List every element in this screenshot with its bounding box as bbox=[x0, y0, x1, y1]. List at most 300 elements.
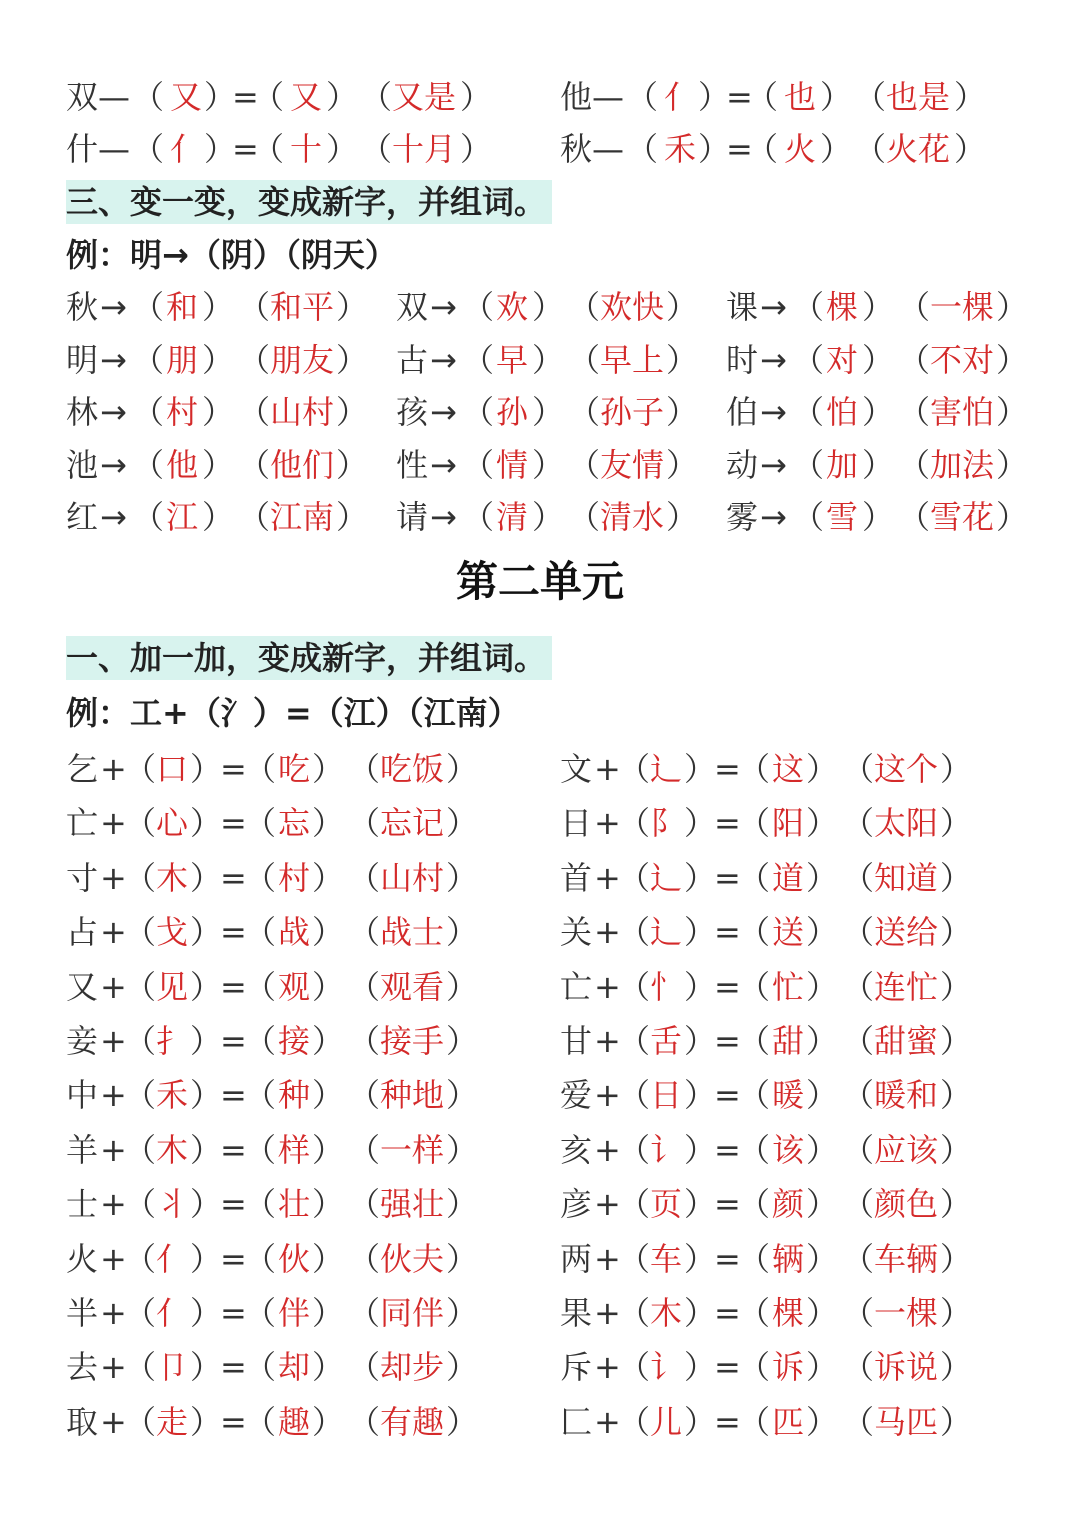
paren-close: ） bbox=[336, 288, 369, 326]
base-char: 秋 bbox=[560, 130, 593, 168]
base-char: 课 bbox=[726, 288, 759, 326]
paren-close: ） bbox=[940, 1185, 973, 1224]
paren-open: （ bbox=[124, 858, 157, 897]
paren-open: （ bbox=[348, 1130, 381, 1169]
answer-word: 马匹 bbox=[874, 1402, 939, 1441]
paren-open: （ bbox=[842, 1076, 875, 1115]
paren-open: （ bbox=[738, 804, 771, 843]
paren-open: （ bbox=[348, 1239, 381, 1278]
paren-close: ） bbox=[862, 288, 895, 326]
base-char: 彦 bbox=[560, 1185, 593, 1224]
answer-char: 伙 bbox=[278, 1239, 311, 1278]
paren-open: （ bbox=[348, 967, 381, 1006]
answer-radical: 木 bbox=[156, 858, 189, 897]
plus-sign: + bbox=[100, 1402, 127, 1441]
plus-sign: + bbox=[100, 1239, 127, 1278]
paren-open: （ bbox=[568, 393, 601, 431]
paren-open: （ bbox=[244, 1402, 277, 1441]
equals-sign: = bbox=[714, 1294, 741, 1332]
plus-sign: + bbox=[594, 967, 621, 1006]
base-char: 占 bbox=[66, 913, 99, 952]
paren-close: ） bbox=[312, 804, 345, 843]
answer-radical: 木 bbox=[156, 1130, 189, 1169]
paren-close: ） bbox=[684, 1402, 717, 1441]
equals-sign: = bbox=[714, 858, 741, 897]
answer-char: 忙 bbox=[772, 967, 805, 1006]
paren-open: （ bbox=[132, 446, 165, 484]
section1-row bbox=[0, 1123, 1080, 1177]
paren-close: ） bbox=[996, 393, 1029, 431]
answer-word: 一棵 bbox=[874, 1294, 939, 1332]
top-row bbox=[0, 122, 1080, 176]
paren-close: ） bbox=[336, 393, 369, 431]
section3-row bbox=[0, 280, 1080, 334]
answer-word: 欢快 bbox=[600, 288, 665, 326]
paren-close: ） bbox=[190, 858, 223, 897]
paren-close: ） bbox=[312, 858, 345, 897]
paren-open: （ bbox=[132, 498, 165, 536]
paren-open: （ bbox=[792, 446, 825, 484]
base-char: 火 bbox=[66, 1239, 99, 1278]
section3-row bbox=[0, 333, 1080, 387]
plus-sign: + bbox=[594, 804, 621, 843]
paren-open: （ bbox=[618, 1130, 651, 1169]
answer-word: 一棵 bbox=[930, 288, 995, 326]
paren-open: （ bbox=[792, 288, 825, 326]
answer-radical: 口 bbox=[156, 750, 189, 788]
answer-word: 山村 bbox=[380, 858, 445, 897]
paren-open: （ bbox=[898, 393, 931, 431]
paren-open: （ bbox=[244, 1130, 277, 1169]
paren-close: ） bbox=[940, 750, 973, 788]
equals-sign: = bbox=[232, 78, 259, 116]
section1-row bbox=[0, 1014, 1080, 1068]
plus-sign: + bbox=[100, 1022, 127, 1060]
plus-sign: + bbox=[100, 913, 127, 952]
paren-close: ） bbox=[460, 130, 493, 168]
paren-open: （ bbox=[842, 1239, 875, 1278]
paren-open: （ bbox=[462, 446, 495, 484]
base-char: 中 bbox=[66, 1076, 99, 1115]
answer-radical: 辶 bbox=[650, 913, 683, 952]
paren-open: （ bbox=[738, 750, 771, 788]
equals-sign: = bbox=[714, 750, 741, 788]
paren-close: ） bbox=[446, 1294, 479, 1332]
paren-open: （ bbox=[842, 1185, 875, 1224]
paren-open: （ bbox=[618, 1239, 651, 1278]
paren-open: （ bbox=[244, 967, 277, 1006]
answer-word: 朋友 bbox=[270, 341, 335, 379]
paren-close: ） bbox=[312, 750, 345, 788]
paren-close: ） bbox=[684, 1130, 717, 1169]
paren-close: ） bbox=[312, 1076, 345, 1115]
paren-open: （ bbox=[842, 1022, 875, 1060]
equals-sign: = bbox=[714, 804, 741, 843]
base-char: 妾 bbox=[66, 1022, 99, 1060]
section1-row bbox=[0, 1395, 1080, 1449]
paren-open: （ bbox=[842, 1130, 875, 1169]
paren-open: （ bbox=[618, 1022, 651, 1060]
answer-char: 棵 bbox=[772, 1294, 805, 1332]
paren-open: （ bbox=[348, 1185, 381, 1224]
section1-row bbox=[0, 905, 1080, 959]
paren-close: ） bbox=[940, 1402, 973, 1441]
answer-char: 伴 bbox=[278, 1294, 311, 1332]
answer-char: 雪 bbox=[826, 498, 859, 536]
paren-open: （ bbox=[244, 750, 277, 788]
paren-open: （ bbox=[244, 858, 277, 897]
answer-word: 有趣 bbox=[380, 1402, 445, 1441]
paren-close: ） bbox=[666, 498, 699, 536]
answer-char: 接 bbox=[278, 1022, 311, 1060]
answer-char: 趣 bbox=[278, 1402, 311, 1441]
answer-radical: 忄 bbox=[650, 967, 683, 1006]
equals-sign: = bbox=[220, 1402, 247, 1441]
answer-char: 颜 bbox=[772, 1185, 805, 1224]
paren-close: ） bbox=[202, 393, 235, 431]
paren-close: ） bbox=[446, 750, 479, 788]
paren-open: （ bbox=[462, 341, 495, 379]
paren-open: （ bbox=[348, 1076, 381, 1115]
paren-close: ） bbox=[190, 1076, 223, 1115]
paren-close: ） bbox=[806, 1130, 839, 1169]
paren-close: ） bbox=[806, 858, 839, 897]
equals-sign: = bbox=[220, 1294, 247, 1332]
answer-word: 送给 bbox=[874, 913, 939, 952]
paren-close: ） bbox=[336, 341, 369, 379]
paren-open: （ bbox=[244, 1185, 277, 1224]
answer-char: 朋 bbox=[166, 341, 199, 379]
paren-open: （ bbox=[360, 78, 393, 116]
paren-close: ） bbox=[312, 1348, 345, 1387]
section1-row bbox=[0, 851, 1080, 905]
answer-word: 暖和 bbox=[874, 1076, 939, 1115]
paren-open: （ bbox=[738, 1348, 771, 1387]
equals-sign: = bbox=[714, 1022, 741, 1060]
base-char: 红 bbox=[66, 498, 99, 536]
answer-char: 村 bbox=[166, 393, 199, 431]
answer-radical: 舌 bbox=[650, 1022, 683, 1060]
paren-close: ） bbox=[684, 858, 717, 897]
paren-close: ） bbox=[446, 858, 479, 897]
arrow-sign: → bbox=[100, 288, 127, 326]
answer-char: 早 bbox=[496, 341, 529, 379]
base-char: 取 bbox=[66, 1402, 99, 1441]
paren-close: ） bbox=[666, 341, 699, 379]
paren-close: ） bbox=[684, 913, 717, 952]
paren-open: （ bbox=[124, 1294, 157, 1332]
paren-close: ） bbox=[446, 1022, 479, 1060]
paren-close: ） bbox=[954, 78, 987, 116]
answer-radical: 页 bbox=[650, 1185, 683, 1224]
plus-sign: + bbox=[594, 913, 621, 952]
paren-open: （ bbox=[854, 130, 887, 168]
arrow-sign: → bbox=[760, 498, 787, 536]
answer-radical: 走 bbox=[156, 1402, 189, 1441]
base-char: 双 bbox=[396, 288, 429, 326]
paren-close: ） bbox=[684, 750, 717, 788]
answer-radical: 禾 bbox=[664, 130, 697, 168]
plus-sign: + bbox=[594, 1402, 621, 1441]
paren-close: ） bbox=[312, 1294, 345, 1332]
base-char: 古 bbox=[396, 341, 429, 379]
answer-radical: 儿 bbox=[650, 1402, 683, 1441]
arrow-sign: → bbox=[760, 446, 787, 484]
paren-open: （ bbox=[124, 1130, 157, 1169]
paren-close: ） bbox=[312, 1185, 345, 1224]
base-char: 爱 bbox=[560, 1076, 593, 1115]
paren-close: ） bbox=[190, 967, 223, 1006]
paren-open: （ bbox=[738, 1076, 771, 1115]
paren-close: ） bbox=[684, 1294, 717, 1332]
base-char: 乞 bbox=[66, 750, 99, 788]
paren-close: ） bbox=[940, 804, 973, 843]
paren-close: ） bbox=[684, 1076, 717, 1115]
paren-close: ） bbox=[666, 288, 699, 326]
base-char: 他 bbox=[560, 78, 593, 116]
base-char: 寸 bbox=[66, 858, 99, 897]
paren-open: （ bbox=[124, 1239, 157, 1278]
paren-close: ） bbox=[202, 446, 235, 484]
base-char: 请 bbox=[396, 498, 429, 536]
paren-open: （ bbox=[244, 1239, 277, 1278]
answer-char: 该 bbox=[772, 1130, 805, 1169]
paren-open: （ bbox=[854, 78, 887, 116]
paren-open: （ bbox=[792, 498, 825, 536]
answer-radical: 禾 bbox=[156, 1076, 189, 1115]
section1-row bbox=[0, 1068, 1080, 1122]
plus-sign: + bbox=[100, 858, 127, 897]
equals-sign: = bbox=[714, 1130, 741, 1169]
paren-open: （ bbox=[618, 750, 651, 788]
plus-sign: + bbox=[100, 1076, 127, 1115]
section3-row bbox=[0, 438, 1080, 492]
section1-row bbox=[0, 742, 1080, 796]
section1-heading: 一、加一加，变成新字，并组词。 bbox=[66, 636, 552, 680]
paren-close: ） bbox=[336, 446, 369, 484]
answer-word: 太阳 bbox=[874, 804, 939, 843]
answer-word: 吃饭 bbox=[380, 750, 445, 788]
paren-close: ） bbox=[698, 130, 731, 168]
answer-char: 忘 bbox=[278, 804, 311, 843]
paren-close: ） bbox=[862, 393, 895, 431]
paren-close: ） bbox=[940, 1348, 973, 1387]
paren-close: ） bbox=[954, 130, 987, 168]
arrow-sign: → bbox=[430, 446, 457, 484]
base-char: 亡 bbox=[560, 967, 593, 1006]
base-char: 亡 bbox=[66, 804, 99, 843]
paren-open: （ bbox=[842, 1348, 875, 1387]
arrow-sign: → bbox=[760, 393, 787, 431]
base-char: 性 bbox=[396, 446, 429, 484]
paren-close: ） bbox=[806, 1294, 839, 1332]
answer-word: 也是 bbox=[886, 78, 951, 116]
equals-sign: = bbox=[220, 1130, 247, 1169]
paren-close: ） bbox=[532, 393, 565, 431]
paren-open: （ bbox=[738, 858, 771, 897]
answer-word: 这个 bbox=[874, 750, 939, 788]
answer-word: 孙子 bbox=[600, 393, 665, 431]
paren-close: ） bbox=[806, 1076, 839, 1115]
paren-open: （ bbox=[124, 804, 157, 843]
plus-sign: + bbox=[594, 858, 621, 897]
answer-radical: 阝 bbox=[650, 804, 683, 843]
paren-close: ） bbox=[666, 393, 699, 431]
answer-radical: 丬 bbox=[156, 1185, 189, 1224]
equals-sign: = bbox=[220, 1348, 247, 1387]
paren-open: （ bbox=[738, 1294, 771, 1332]
paren-open: （ bbox=[462, 498, 495, 536]
answer-char: 欢 bbox=[496, 288, 529, 326]
paren-close: ） bbox=[806, 913, 839, 952]
answer-radical: 见 bbox=[156, 967, 189, 1006]
answer-char: 加 bbox=[826, 446, 859, 484]
paren-close: ） bbox=[190, 1130, 223, 1169]
paren-close: ） bbox=[190, 1239, 223, 1278]
paren-close: ） bbox=[532, 341, 565, 379]
paren-close: ） bbox=[532, 498, 565, 536]
arrow-sign: → bbox=[760, 341, 787, 379]
plus-sign: + bbox=[594, 1294, 621, 1332]
paren-open: （ bbox=[568, 498, 601, 536]
answer-char: 棵 bbox=[826, 288, 859, 326]
paren-open: （ bbox=[738, 1402, 771, 1441]
section3-heading: 三、变一变，变成新字，并组词。 bbox=[66, 180, 552, 224]
paren-open: （ bbox=[898, 498, 931, 536]
answer-word: 和平 bbox=[270, 288, 335, 326]
paren-close: ） bbox=[312, 913, 345, 952]
paren-open: （ bbox=[360, 130, 393, 168]
paren-open: （ bbox=[618, 913, 651, 952]
answer-word: 江南 bbox=[270, 498, 335, 536]
base-char: 伯 bbox=[726, 393, 759, 431]
section1-row bbox=[0, 1340, 1080, 1394]
paren-open: （ bbox=[348, 1294, 381, 1332]
paren-close: ） bbox=[202, 498, 235, 536]
paren-close: ） bbox=[698, 78, 731, 116]
arrow-sign: → bbox=[100, 341, 127, 379]
paren-open: （ bbox=[842, 1294, 875, 1332]
answer-char: 阳 bbox=[772, 804, 805, 843]
paren-close: ） bbox=[532, 288, 565, 326]
arrow-sign: → bbox=[430, 288, 457, 326]
paren-open: （ bbox=[618, 1185, 651, 1224]
answer-word: 友情 bbox=[600, 446, 665, 484]
answer-char: 观 bbox=[278, 967, 311, 1006]
equals-sign: = bbox=[220, 1185, 247, 1224]
equals-sign: = bbox=[714, 913, 741, 952]
arrow-sign: → bbox=[760, 288, 787, 326]
base-char: 匚 bbox=[560, 1402, 593, 1441]
equals-sign: = bbox=[714, 1185, 741, 1224]
arrow-sign: → bbox=[430, 341, 457, 379]
section3-row bbox=[0, 490, 1080, 544]
answer-radical: 日 bbox=[650, 1076, 683, 1115]
paren-open: （ bbox=[568, 288, 601, 326]
answer-radical: 又 bbox=[170, 78, 203, 116]
paren-open: （ bbox=[618, 804, 651, 843]
plus-sign: + bbox=[100, 1185, 127, 1224]
answer-word: 知道 bbox=[874, 858, 939, 897]
paren-open: （ bbox=[842, 858, 875, 897]
paren-close: ） bbox=[940, 913, 973, 952]
dash-sign: — bbox=[98, 78, 130, 116]
base-char: 甘 bbox=[560, 1022, 593, 1060]
answer-char: 也 bbox=[784, 78, 817, 116]
paren-open: （ bbox=[238, 288, 271, 326]
answer-radical: 扌 bbox=[156, 1022, 189, 1060]
answer-char: 诉 bbox=[772, 1348, 805, 1387]
answer-word: 早上 bbox=[600, 341, 665, 379]
answer-word: 他们 bbox=[270, 446, 335, 484]
paren-close: ） bbox=[190, 1348, 223, 1387]
answer-word: 应该 bbox=[874, 1130, 939, 1169]
paren-open: （ bbox=[842, 967, 875, 1006]
paren-open: （ bbox=[618, 967, 651, 1006]
paren-open: （ bbox=[244, 1348, 277, 1387]
plus-sign: + bbox=[594, 1076, 621, 1115]
paren-open: （ bbox=[348, 804, 381, 843]
answer-word: 害怕 bbox=[930, 393, 995, 431]
paren-open: （ bbox=[842, 1402, 875, 1441]
paren-open: （ bbox=[842, 913, 875, 952]
answer-radical: 亻 bbox=[156, 1239, 189, 1278]
arrow-sign: → bbox=[100, 446, 127, 484]
answer-word: 种地 bbox=[380, 1076, 445, 1115]
paren-open: （ bbox=[238, 498, 271, 536]
paren-open: （ bbox=[124, 967, 157, 1006]
answer-radical: 辶 bbox=[650, 858, 683, 897]
answer-char: 他 bbox=[166, 446, 199, 484]
plus-sign: + bbox=[594, 1239, 621, 1278]
answer-word: 颜色 bbox=[874, 1185, 939, 1224]
paren-close: ） bbox=[190, 750, 223, 788]
answer-word: 同伴 bbox=[380, 1294, 445, 1332]
answer-radical: 亻 bbox=[170, 130, 203, 168]
paren-open: （ bbox=[618, 1348, 651, 1387]
equals-sign: = bbox=[220, 967, 247, 1006]
equals-sign: = bbox=[714, 967, 741, 1006]
paren-open: （ bbox=[738, 1130, 771, 1169]
paren-close: ） bbox=[684, 1239, 717, 1278]
paren-close: ） bbox=[446, 1402, 479, 1441]
paren-close: ） bbox=[996, 288, 1029, 326]
paren-open: （ bbox=[738, 1185, 771, 1224]
plus-sign: + bbox=[100, 1348, 127, 1387]
base-char: 时 bbox=[726, 341, 759, 379]
paren-close: ） bbox=[326, 78, 359, 116]
paren-open: （ bbox=[462, 288, 495, 326]
paren-open: （ bbox=[738, 1239, 771, 1278]
paren-close: ） bbox=[312, 967, 345, 1006]
answer-radical: 戈 bbox=[156, 913, 189, 952]
paren-close: ） bbox=[806, 1402, 839, 1441]
plus-sign: + bbox=[100, 1130, 127, 1169]
answer-word: 战士 bbox=[380, 913, 445, 952]
paren-open: （ bbox=[132, 393, 165, 431]
answer-radical: 车 bbox=[650, 1239, 683, 1278]
answer-word: 清水 bbox=[600, 498, 665, 536]
base-char: 首 bbox=[560, 858, 593, 897]
paren-open: （ bbox=[348, 1402, 381, 1441]
section1-row bbox=[0, 1177, 1080, 1231]
paren-open: （ bbox=[842, 804, 875, 843]
equals-sign: = bbox=[714, 1402, 741, 1441]
paren-open: （ bbox=[568, 446, 601, 484]
paren-close: ） bbox=[940, 1076, 973, 1115]
base-char: 斥 bbox=[560, 1348, 593, 1387]
dash-sign: — bbox=[592, 78, 624, 116]
